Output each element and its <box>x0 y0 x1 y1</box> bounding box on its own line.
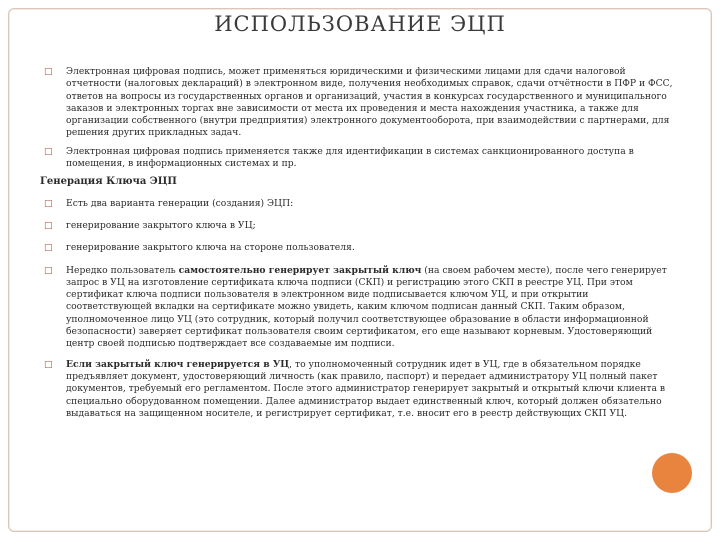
list-item <box>44 242 676 254</box>
list-item <box>44 265 676 351</box>
square-bullet-icon: □ <box>44 359 53 370</box>
square-bullet-icon: □ <box>44 198 53 209</box>
item-text: Есть два варианта генерации (создания) ЭЦП: <box>66 197 294 209</box>
page-title: ИСПОЛЬЗОВАНИЕ ЭЦП <box>214 12 506 36</box>
item-text: Электронная цифровая подпись, может применяться юридическими и физическими лицами для сдачи налоговой отчетности (налоговых деклараций) в электронном виде, получения необходимых справок, сдачи отчётности в ПФР и ФСС, ответов на вопросы из государственных органов и организаций, участия в конкурсах государственного и муниципального заказов и электронных торгах вне зависимости от места их проведения и места нахождения участника, а также для организации собственного (внутри предприятия) электронного документооборота, при взаимодействии с партнерами, для решения других прикладных задач. <box>66 66 673 139</box>
square-bullet-icon: □ <box>44 220 53 231</box>
list-item <box>44 359 676 420</box>
item-text: Электронная цифровая подпись применяется также для идентификации в системах санкционированного доступа в помещения, в информационных системах и пр. <box>66 145 634 170</box>
square-bullet-icon: □ <box>44 243 53 254</box>
list-item <box>44 146 676 171</box>
item-text: (на своем рабочем месте), после чего генерирует запрос в УЦ на изготовление сертификата ключа подписи (СКП) и регистрацию этого СКП в реестре УЦ. При этом сертификат ключа подписи пользователя в электронном виде подписывается ключом УЦ, и при открытии соответствующей вкладки на сертификате можно увидеть, каким ключом подписан данный СКП. Таким образом, уполномоченное лицо УЦ (это сотрудник, который получил соответствующее образование в области информационной безопасности) заверяет сертификат пользователя своим сертификатом, его еще называют корневым. Удостоверяющий центр своей подписью подтверждает все создаваемые им подписи. <box>66 264 667 350</box>
item-text: генерирование закрытого ключа на стороне пользователя. <box>66 242 355 254</box>
list-item <box>44 198 676 210</box>
square-bullet-icon: □ <box>44 265 53 276</box>
section-heading: Генерация Ключа ЭЦП <box>40 176 177 188</box>
accent-circle <box>652 453 692 493</box>
item-text-bold: самостоятельно генерирует закрытый ключ <box>178 264 422 276</box>
slide-content <box>40 66 676 426</box>
item-text: , то уполномоченный сотрудник идет в УЦ, где в обязательном порядке предъявляет документ, удостоверяющий личность (как правило, паспорт) и передает администратору УЦ полный пакет документов, требуемый его регламентом. После этого администратор генерирует закрытый и открытый ключи клиента в специально оборудованном помещении. Далее администратор выдает единственный ключ, который должен обязательно выдаваться на защищенном носителе, и регистрирует сертификат, т.е. вносит его в реестр действующих СКП УЦ. <box>66 358 666 419</box>
item-text-bold: Если закрытый ключ генерируется в УЦ <box>66 358 290 370</box>
square-bullet-icon: □ <box>44 146 53 157</box>
square-bullet-icon: □ <box>44 67 53 77</box>
list-item <box>44 220 676 232</box>
item-text: Нередко пользователь <box>66 264 179 276</box>
list-item <box>44 66 676 140</box>
item-text: генерирование закрытого ключа в УЦ; <box>66 219 256 231</box>
